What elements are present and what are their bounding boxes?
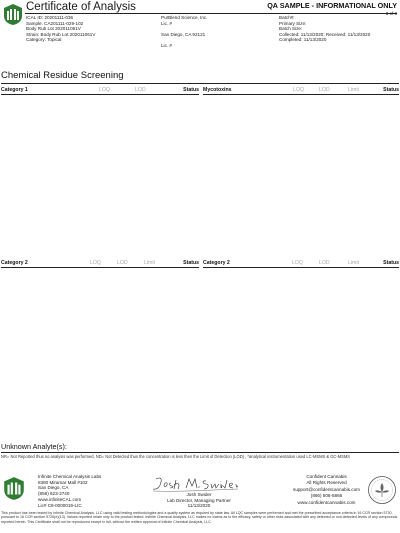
batch-info-line: Batch Size: <box>279 26 303 32</box>
lab-contact-line: www.infiniteCAL.com <box>38 496 82 502</box>
column-status: Status <box>383 87 399 93</box>
legal-disclaimer: This product has been tested by Infinite Chemical Analysis, LLC using valid testing methodologies and a quality system as required by state law. All LQC samples were performed and met the prescribed acceptance criteria in 16 CCR section 5730, pursuant to 16 CCR section 5726(e)(13). Values reported relate only to the product tested. Infinite Chemical Analysis, LLC makes no claims as to the efficacy, safety or other risks associated with any detected or non-detected levels of any compounds reported herein. This Certificate shall not be reproduced except in full, without the written approval of Infinite Chemical Analysis, LLC. <box>1 511 398 524</box>
unknown-analytes-divider <box>1 452 399 453</box>
section-title: Chemical Residue Screening <box>1 70 124 81</box>
column-lod: LOD <box>135 87 146 93</box>
lab-contact <box>38 474 101 508</box>
column-lod: LOD <box>319 260 330 266</box>
signer-name: Josh Swider <box>186 492 212 497</box>
lab-contact-line: San Diego, CA <box>38 485 69 491</box>
table-header-divider <box>1 94 199 95</box>
batch-info <box>279 15 370 43</box>
column-category: Mycotoxins <box>203 87 232 93</box>
confident-cannabis-contact <box>293 474 360 506</box>
client-contact-line: www.confidentcannabis.com <box>297 499 356 505</box>
column-category: Category 2 <box>203 260 230 266</box>
signer-title: Lab Director, Managing Partner <box>167 497 231 503</box>
batch-info-line: Collected: 11/13/2020; Received: 11/13/2020 <box>279 31 371 37</box>
category-2-table-header <box>203 259 399 267</box>
column-status: Status <box>183 260 199 266</box>
unknown-analytes-title: Unknown Analyte(s): <box>1 442 67 451</box>
column-limit: Limit <box>144 260 155 266</box>
section-divider <box>1 83 399 84</box>
column-limit: Limit <box>348 260 359 266</box>
client-info-line: San Diego, CA 92121 <box>161 31 206 37</box>
signature-image <box>150 474 240 494</box>
table-header-divider <box>203 267 399 268</box>
lab-logo-icon <box>3 476 25 501</box>
lab-contact-line: Infinite Chemical Analysis Labs <box>38 474 102 479</box>
column-status: Status <box>183 87 199 93</box>
client-contact-line: All Rights Reserved <box>306 480 347 486</box>
column-limit: Limit <box>348 87 359 93</box>
column-loq: LOQ <box>99 87 110 93</box>
column-lod: LOD <box>117 260 128 266</box>
page-title: Certificate of Analysis <box>26 1 136 13</box>
signatory <box>144 492 254 509</box>
table-header-divider <box>1 267 199 268</box>
sample-info-line: ICAL ID: 20201111-036 <box>26 15 74 20</box>
column-loq: LOQ <box>293 87 304 93</box>
client-info-line: Lic. # <box>161 42 172 48</box>
category-1-table-header <box>1 86 199 94</box>
column-status: Status <box>383 260 399 266</box>
column-category: Category 2 <box>1 260 28 266</box>
sample-info-line: Category: Topical <box>26 37 62 43</box>
lab-contact-line: 8380 Miramar Mall #102 <box>38 479 88 485</box>
client-contact-line: Confident Cannabis <box>306 474 347 479</box>
column-category: Category 1 <box>1 87 28 93</box>
client-info <box>161 15 207 49</box>
qa-sample-label: QA SAMPLE - INFORMATIONAL ONLY <box>267 1 397 10</box>
client-info-line: PurBlend Science, Inc. <box>161 15 208 20</box>
batch-info-line: Batch#: <box>279 15 295 20</box>
confident-cannabis-seal-icon <box>367 475 397 505</box>
category-2-table-header <box>1 259 199 267</box>
sample-info-line: Body Rub Lot 202011061V <box>26 26 81 32</box>
sample-info <box>26 15 95 43</box>
column-loq: LOQ <box>292 260 303 266</box>
abbreviation-note: NR= Not Reported thus no analysis was performed, ND= Not Detected thus the concentration is less then the Limit of Detection (LOD) , *analytical instrumentation used LC-MSMS & GC-MSMS <box>1 454 351 459</box>
client-info-line: Lic. # <box>161 20 172 26</box>
table-header-divider <box>203 94 399 95</box>
client-contact-line: (866) 506-5866 <box>310 493 343 499</box>
mycotoxins-table-header <box>203 86 399 94</box>
header-divider <box>25 13 397 14</box>
client-contact-line: support@confidentcannabis.com <box>293 486 360 492</box>
signature-date: 11/13/2020 <box>187 503 211 509</box>
lab-contact-line: Lic# C8-0000019-LIC <box>38 502 82 508</box>
page-number: 3 of 3 <box>385 11 397 16</box>
lab-contact-line: (858) 623-2740 <box>38 491 70 497</box>
lab-logo-icon <box>3 3 23 26</box>
sample-info-line: Strain: Body Rub Lot 202011061V <box>26 31 96 37</box>
batch-info-line: Primary Size: <box>279 20 307 26</box>
column-lod: LOD <box>319 87 330 93</box>
column-loq: LOQ <box>90 260 101 266</box>
batch-info-line: Completed: 11/13/2020 <box>279 37 327 43</box>
sample-info-line: Sample: CA201111-029-102 <box>26 20 84 26</box>
